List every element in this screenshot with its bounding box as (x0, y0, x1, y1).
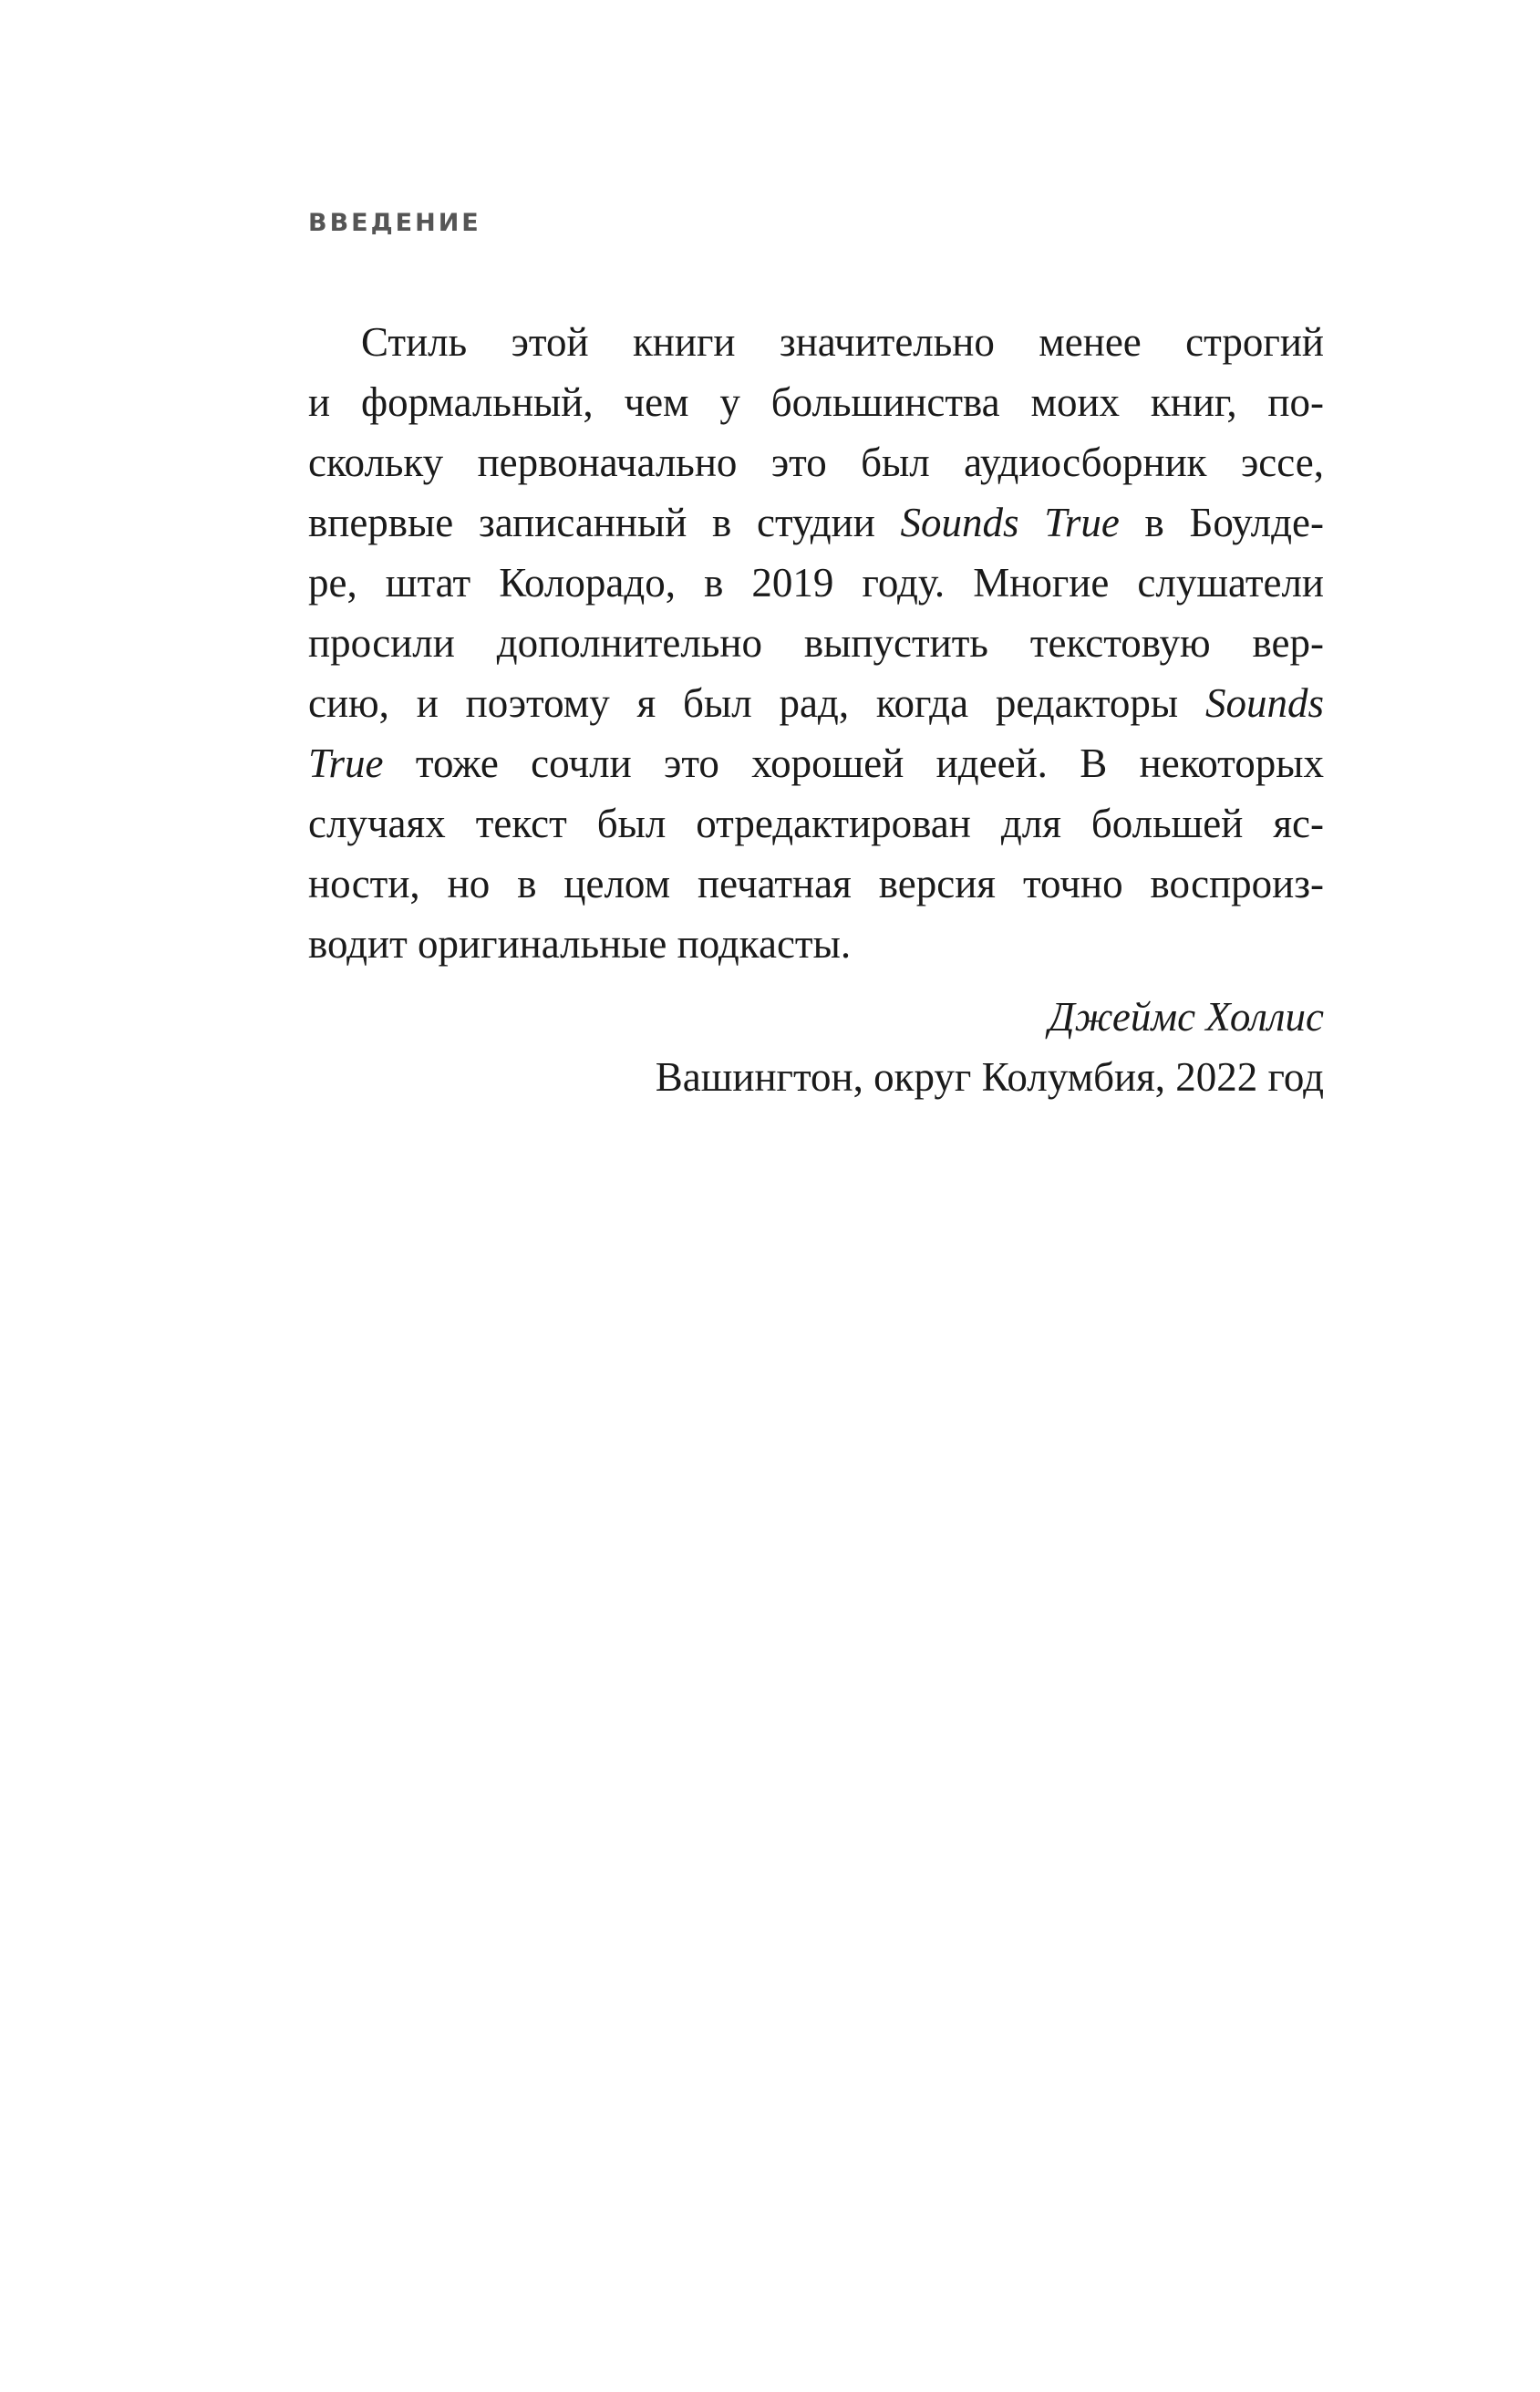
paragraph-line: ре, штат Колорадо, в 2019 году. Многие слушатели (308, 560, 1324, 606)
running-head: ВВЕДЕНИЕ (308, 209, 481, 237)
paragraph-line: сию, и поэтому я был рад, когда редакторы Sounds (308, 680, 1324, 726)
paragraph-line: True тоже сочли это хорошей идеей. В некоторых (308, 740, 1324, 786)
paragraph-line: ности, но в целом печатная версия точно воспроиз- (308, 861, 1324, 906)
signature-block (308, 987, 1324, 1107)
paragraph-line: впервые записанный в студии Sounds True в Боулде- (308, 500, 1324, 545)
place-date: Вашингтон, округ Колумбия, 2022 год (655, 1054, 1324, 1100)
paragraph-line: и формальный, чем у большинства моих книг, по- (308, 379, 1324, 425)
paragraph-line: водит оригинальные подкасты. (308, 921, 852, 967)
author-name: Джеймс Холлис (1049, 994, 1324, 1040)
paragraph-line: случаях текст был отредактирован для большей яс- (308, 801, 1324, 846)
italic-title: Sounds (1204, 680, 1324, 726)
italic-title: True (308, 740, 384, 786)
paragraph-line: просили дополнительно выпустить текстовую вер- (308, 620, 1324, 666)
intro-paragraph (308, 312, 1324, 974)
paragraph-line: Стиль этой книги значительно менее строгий (361, 319, 1324, 365)
paragraph-line: скольку первоначально это был аудиосборник эссе, (308, 440, 1324, 485)
italic-title: Sounds True (900, 500, 1120, 545)
